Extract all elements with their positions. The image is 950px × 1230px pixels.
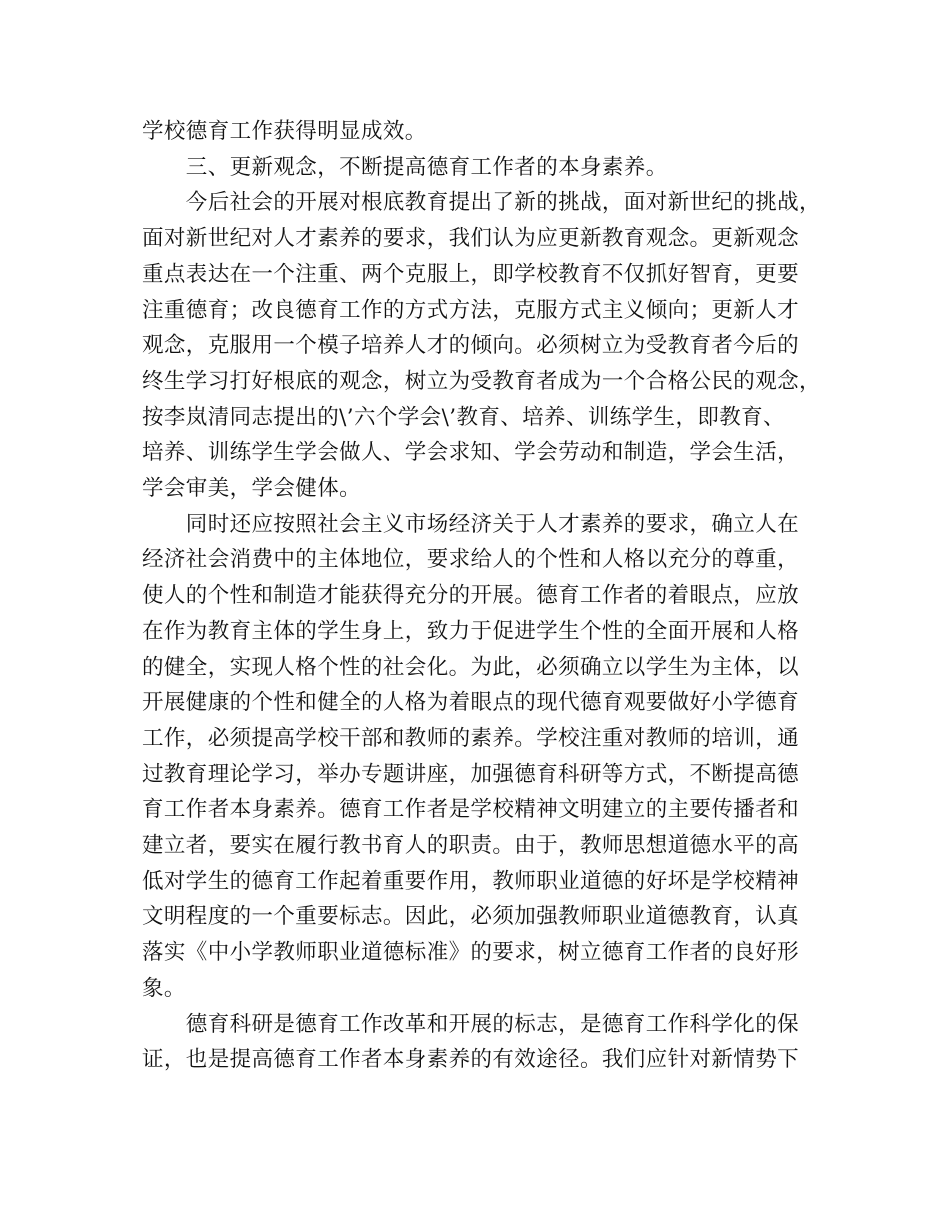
text-line: 象。 — [142, 975, 186, 1001]
text-line: 面对新世纪对人才素养的要求，我们认为应更新教育观念。更新观念 — [142, 226, 800, 252]
text-line: 的健全，实现人格个性的社会化。为此，必须确立以学生为主体，以 — [142, 654, 800, 680]
section-heading: 三、更新观念，不断提高德育工作者的本身素养。 — [142, 154, 668, 180]
text-line: 德育科研是德育工作改革和开展的标志，是德育工作科学化的保 — [142, 1011, 800, 1037]
text-line: 学校德育工作获得明显成效。 — [142, 119, 427, 144]
text-line: 低对学生的德育工作起着重要作用，教师职业道德的好坏是学校精神 — [142, 868, 800, 894]
text-line: 培养、训练学生学会做人、学会求知、学会劳动和制造，学会生活， — [142, 440, 800, 466]
text-line: 开展健康的个性和健全的人格为着眼点的现代德育观要做好小学德育 — [142, 690, 800, 716]
text-line: 今后社会的开展对根底教育提出了新的挑战，面对新世纪的挑战， — [142, 190, 821, 216]
text-line: 育工作者本身素养。德育工作者是学校精神文明建立的主要传播者和 — [142, 797, 800, 823]
text-line: 同时还应按照社会主义市场经济关于人才素养的要求，确立人在 — [142, 511, 800, 537]
text-line: 学会审美，学会健体。 — [142, 476, 362, 502]
text-line: 在作为教育主体的学生身上，致力于促进学生个性的全面开展和人格 — [142, 618, 800, 644]
text-line: 过教育理论学习，举办专题讲座，加强德育科研等方式，不断提高德 — [142, 761, 800, 787]
text-line: 经济社会消费中的主体地位，要求给人的个性和人格以充分的尊重， — [142, 547, 800, 573]
text-line: 终生学习打好根底的观念，树立为受教育者成为一个合格公民的观念， — [142, 368, 821, 394]
text-line: 按李岚清同志提出的\’六个学会\’教育、培养、训练学生，即教育、 — [142, 404, 785, 430]
text-line: 建立者，要实在履行教书育人的职责。由于，教师思想道德水平的高 — [142, 833, 800, 859]
text-line: 观念，克服用一个模子培养人才的倾向。必须树立为受教育者今后的 — [142, 333, 800, 359]
text-line: 使人的个性和制造才能获得充分的开展。德育工作者的着眼点，应放 — [142, 583, 800, 609]
text-line: 落实《中小学教师职业道德标准》的要求，树立德育工作者的良好形 — [142, 940, 800, 966]
text-line: 工作，必须提高学校干部和教师的素养。学校注重对教师的培训，通 — [142, 725, 800, 751]
document-body — [142, 114, 822, 1078]
text-line: 文明程度的一个重要标志。因此，必须加强教师职业道德教育，认真 — [142, 904, 800, 930]
text-line: 证，也是提高德育工作者本身素养的有效途径。我们应针对新情势下 — [142, 1047, 800, 1073]
text-line: 注重德育；改良德育工作的方式方法，克服方式主义倾向；更新人才 — [142, 297, 800, 323]
text-line: 重点表达在一个注重、两个克服上，即学校教育不仅抓好智育，更要 — [142, 261, 800, 287]
